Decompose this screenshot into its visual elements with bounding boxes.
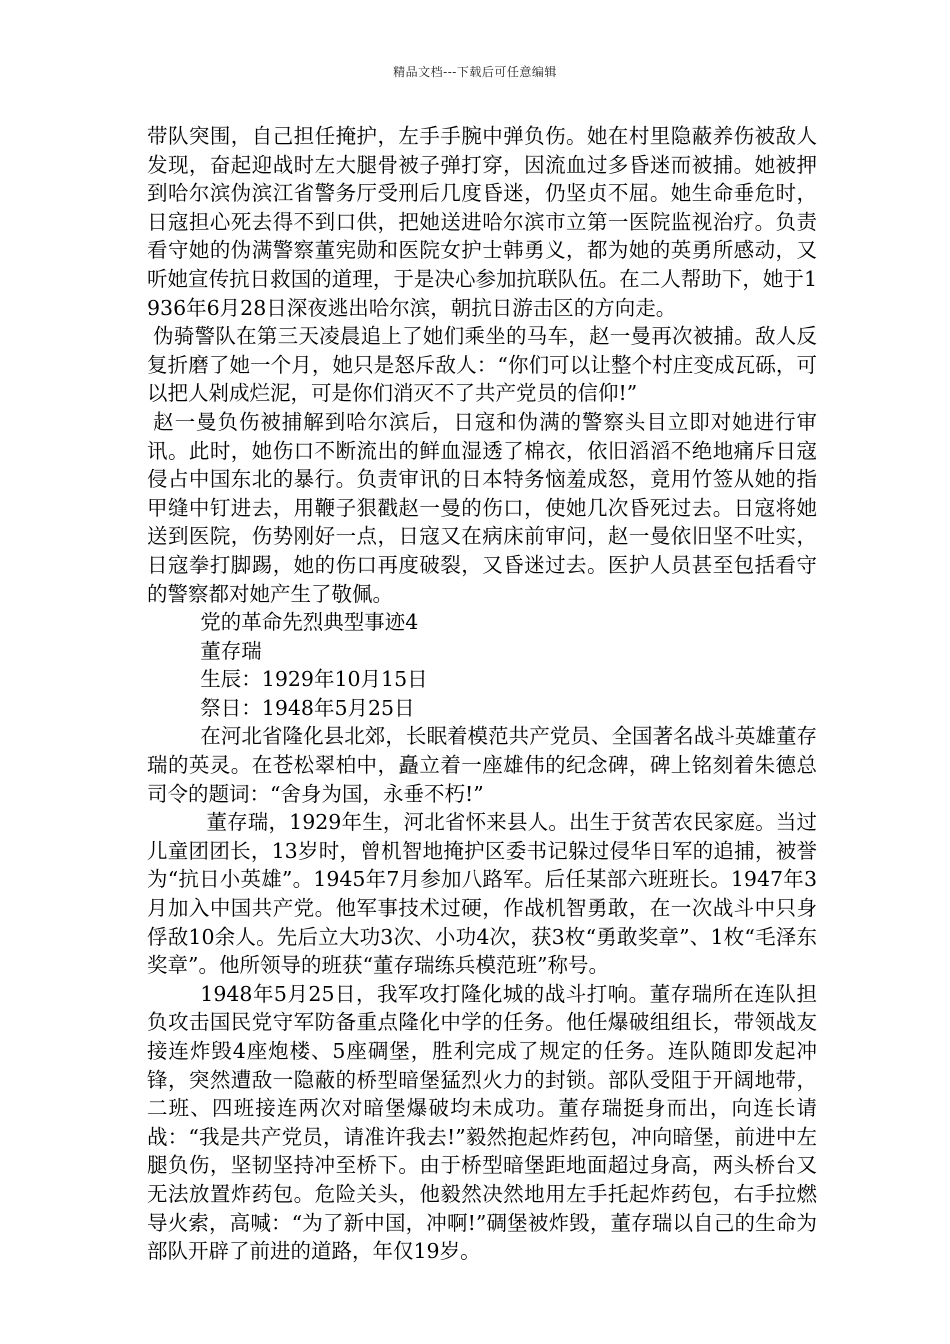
- paragraph: 伪骑警队在第三天凌晨追上了她们乘坐的马车，赵一曼再次被捕。敌人反复折磨了她一个月，她只是怒斥敌人：“你们可以让整个村庄变成瓦砾，可以把人剁成烂泥，可是你们消灭不了共产党员的信仰!”: [147, 324, 817, 406]
- death-date: 祭日：1948年5月25日: [200, 695, 415, 720]
- document-body: [147, 122, 817, 1266]
- page-header: 精品文档---下载后可任意编辑: [393, 65, 557, 79]
- birth-date: 生辰：1929年10月15日: [200, 667, 428, 692]
- person-name: 董存瑞: [200, 638, 262, 663]
- paragraph: 带队突围，自己担任掩护，左手手腕中弹负伤。她在村里隐蔽养伤被敌人发现，奋起迎战时左大腿骨被子弹打穿，因流血过多昏迷而被捕。她被押到哈尔滨伪滨江省警务厅受刑后几度昏迷，仍坚贞不屈。她生命垂危时，日寇担心死去得不到口供，把她送进哈尔滨市立第一医院监视治疗。负责看守她的伪满警察董宪勋和医院女护士韩勇义，都为她的英勇所感动，又听她宣传抗日救国的道理，于是决心参加抗联队伍。在二人帮助下，她于1936年6月28日深夜逃出哈尔滨，朝抗日游击区的方向走。: [147, 124, 817, 320]
- paragraph: 董存瑞，1929年生，河北省怀来县人。出生于贫苦农民家庭。当过儿童团团长，13岁时，曾机智地掩护区委书记躲过侵华日军的追捕，被誉为“抗日小英雄”。1945年7月参加八路军。后任某部六班班长。1947年3月加入中国共产党。他军事技术过硬，作战机智勇敢，在一次战斗中只身俘敌10余人。先后立大功3次、小功4次，获3枚“勇敢奖章”、1枚“毛泽东奖章”。他所领导的班获“董存瑞练兵模范班”称号。: [147, 810, 817, 978]
- paragraph: 1948年5月25日，我军攻打隆化城的战斗打响。董存瑞所在连队担负攻击国民党守军防备重点隆化中学的任务。他任爆破组组长，带领战友接连炸毁4座炮楼、5座碉堡，胜利完成了规定的任务。连队随即发起冲锋，突然遭敌一隐蔽的桥型暗堡猛烈火力的封锁。部队受阻于开阔地带，二班、四班接连两次对暗堡爆破均未成功。董存瑞挺身而出，向连长请战：“我是共产党员，请准许我去!”毅然抱起炸药包，冲向暗堡，前进中左腿负伤，坚韧坚持冲至桥下。由于桥型暗堡距地面超过身高，两头桥台又无法放置炸药包。危险关头，他毅然决然地用左手托起炸药包，右手拉燃导火索，高喊：“为了新中国，冲啊!”碉堡被炸毁，董存瑞以自己的生命为部队开辟了前进的道路，年仅19岁。: [147, 981, 817, 1264]
- paragraph: 在河北省隆化县北郊，长眠着模范共产党员、全国著名战斗英雄董存瑞的英灵。在苍松翠柏中，矗立着一座雄伟的纪念碑，碑上铭刻着朱德总司令的题词：“舍身为国，永垂不朽!”: [147, 724, 817, 806]
- section-title: 党的革命先烈典型事迹4: [200, 610, 419, 635]
- paragraph: 赵一曼负伤被捕解到哈尔滨后，日寇和伪满的警察头目立即对她进行审讯。此时，她伤口不断流出的鲜血湿透了棉衣，依旧滔滔不绝地痛斥日寇侵占中国东北的暴行。负责审讯的日本特务恼羞成怒，竟用竹签从她的指甲缝中钉进去，用鞭子狠戳赵一曼的伤口，使她几次昏死过去。日寇将她送到医院，伤势刚好一点，日寇又在病床前审问，赵一曼依旧坚不吐实，日寇拳打脚踢，她的伤口再度破裂，又昏迷过去。医护人员甚至包括看守的警察都对她产生了敬佩。: [147, 409, 817, 606]
